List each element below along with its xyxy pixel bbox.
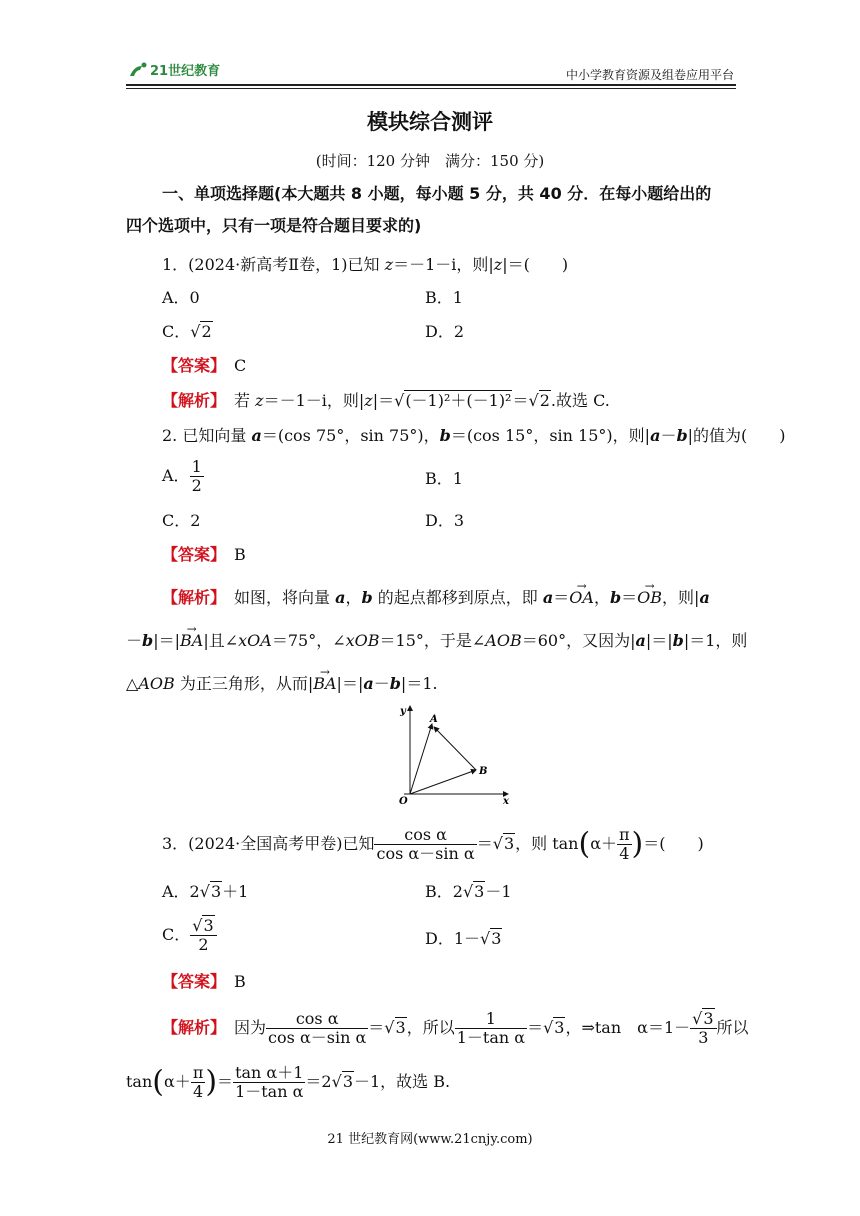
- q2-stem: 2. 已知向量 a＝(cos 75°，sin 75°)，b＝(cos 15°，sin 15°)，则|a－b|的值为( ): [162, 426, 786, 445]
- header-platform-text: 中小学教育资源及组卷应用平台: [565, 68, 734, 82]
- fig-point-a: A: [430, 714, 438, 725]
- q2-analysis-line3: △AOB 为正三角形，从而|→ BA|＝|a－b|＝1.: [126, 673, 438, 695]
- q2-answer: 【答案】 B: [162, 545, 246, 564]
- q2-option-a: A． $\frac{1}{2}$: [162, 457, 202, 495]
- q1-option-c: C．√2: [162, 322, 212, 341]
- fig-x-label: x: [503, 796, 509, 807]
- q3-option-b: B．2√3－1: [425, 882, 512, 901]
- q3-analysis-line1: 【解析】 因为 $\frac{\text{cos α}}{\text{cos α－sin α}}$ ＝√3，所以 $\frac{1}{\text{1－tan α}}$ ＝√3，⇒tan α＝1－ $\frac{√3}{3}$ 所以: [162, 1009, 749, 1047]
- q1-option-b: B．1: [425, 288, 463, 307]
- section-heading-line2: 四个选项中，只有一项是符合题目要求的): [126, 216, 422, 235]
- q3-answer: 【答案】 B: [162, 972, 246, 991]
- site-logo: [128, 60, 224, 82]
- q1-option-a: A．0: [162, 288, 200, 307]
- q2-option-b: B．1: [425, 469, 463, 488]
- header-rule: [126, 84, 736, 86]
- page-title: 模块综合测评: [367, 110, 493, 134]
- q2-option-d: D．3: [425, 511, 465, 530]
- q1-option-d: D．2: [425, 322, 465, 341]
- q3-option-a: A．2√3＋1: [162, 882, 249, 901]
- page-footer: 21 世纪教育网(www.21cnjy.com): [327, 1132, 533, 1147]
- q2-option-c: C．2: [162, 511, 201, 530]
- q1-answer: 【答案】 C: [162, 356, 247, 375]
- fig-y-label: y: [400, 706, 406, 717]
- fig-point-b: B: [479, 766, 488, 777]
- q1-stem: 1．(2024·新高考Ⅱ卷，1)已知 z＝－1－i，则|z|＝( ): [162, 255, 569, 274]
- fig-origin-label: O: [399, 796, 408, 807]
- q3-analysis-line2: tan(α＋ $\frac{\pi}{4}$ )＝ $\frac{\text{tan α＋1}}{\text{1－tan α}}$ ＝2√3－1，故选 B.: [126, 1063, 451, 1101]
- header-rule-thin: [126, 88, 736, 89]
- q1-analysis: 【解析】 若 z＝－1－i，则|z|＝√(－1)²＋(－1)²＝√2.故选 C.: [162, 391, 610, 410]
- exam-info: (时间：120 分钟 满分：150 分): [315, 152, 545, 170]
- q3-stem: 3．(2024·全国高考甲卷)已知 $\frac{\text{cos α}}{\text{cos α－sin α}}$ ＝√3，则 tan(α＋ $\frac{\pi}{4}$ )＝( ): [162, 825, 704, 863]
- q2-analysis-line2: －b|＝|→ BA|且∠xOA＝75°，∠xOB＝15°，于是∠AOB＝60°，又因为|a|＝|b|＝1，则: [126, 630, 747, 652]
- svg-text:21世纪教育: 21世纪教育: [150, 64, 221, 79]
- section-heading-line1: 一、单项选择题(本大题共 8 小题，每小题 5 分，共 40 分．在每小题给出的: [162, 184, 712, 203]
- q3-option-d: D．1－√3: [425, 929, 502, 948]
- vector-figure: [390, 700, 520, 812]
- q2-analysis-line1: 【解析】 如图，将向量 a，b 的起点都移到原点，即 a＝→ OA，b＝→ OB，则|a: [162, 587, 710, 609]
- q3-option-c: C． $\frac{√3}{2}$: [162, 917, 217, 954]
